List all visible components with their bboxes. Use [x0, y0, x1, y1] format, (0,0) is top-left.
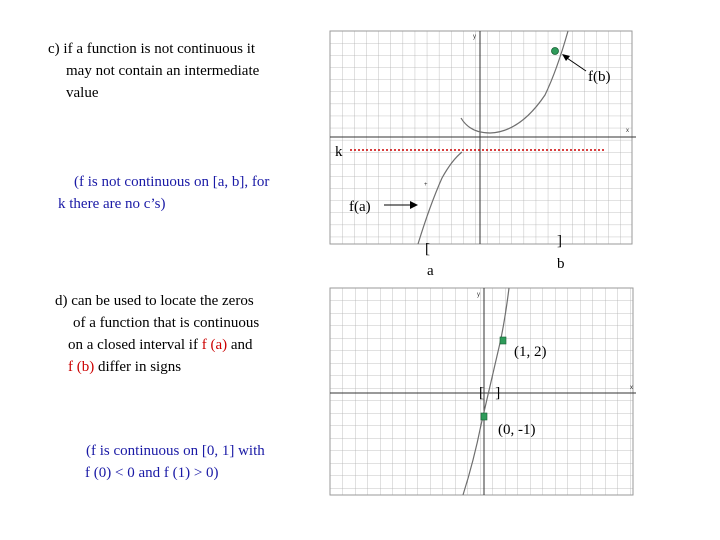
heading-d-line1: d) can be used to locate the zeros: [55, 293, 254, 309]
heading-c-line3: value: [66, 85, 99, 101]
top-y-axis-label: y: [473, 34, 476, 40]
fb-label: f(b): [588, 69, 611, 85]
interval-brackets: [ ]: [479, 385, 501, 401]
note-d-line1: (f is continuous on [0, 1] with: [86, 443, 265, 459]
fa-highlight: f (a): [201, 337, 228, 353]
heading-c-line1: c) if a function is not continuous it: [48, 41, 256, 57]
a-bracket: [: [425, 241, 430, 257]
bottom-graph: [330, 288, 636, 495]
note-d-line2: f (0) < 0 and f (1) > 0): [85, 465, 219, 481]
note-c-line1: (f is not continuous on [a, b], for: [74, 174, 270, 190]
point-1-2: [500, 337, 506, 344]
point-0-neg1: [481, 413, 487, 420]
top-x-axis-label: x: [626, 128, 629, 134]
bottom-y-axis-label: y: [477, 292, 480, 298]
fb-point: [552, 48, 559, 55]
line3-end: and: [230, 337, 253, 353]
fa-label: f(a): [349, 199, 371, 215]
b-bracket: ]: [557, 233, 562, 249]
line3-plain: on a closed interval if: [68, 337, 198, 353]
p1-label: (1, 2): [514, 344, 547, 360]
k-label: k: [335, 144, 343, 160]
bottom-x-axis-label: x: [630, 385, 633, 391]
top-small-mark: +: [424, 182, 428, 188]
fb-highlight: f (b): [68, 359, 95, 375]
note-c-line2: k there are no c’s): [58, 196, 166, 212]
p0-label: (0, -1): [498, 422, 536, 438]
line4-end: differ in signs: [98, 359, 182, 375]
b-label: b: [557, 256, 565, 272]
top-graph: [330, 31, 636, 279]
heading-c-line2: may not contain an intermediate: [66, 63, 260, 79]
a-label: a: [427, 263, 434, 279]
heading-d-line2: of a function that is continuous: [73, 315, 260, 331]
